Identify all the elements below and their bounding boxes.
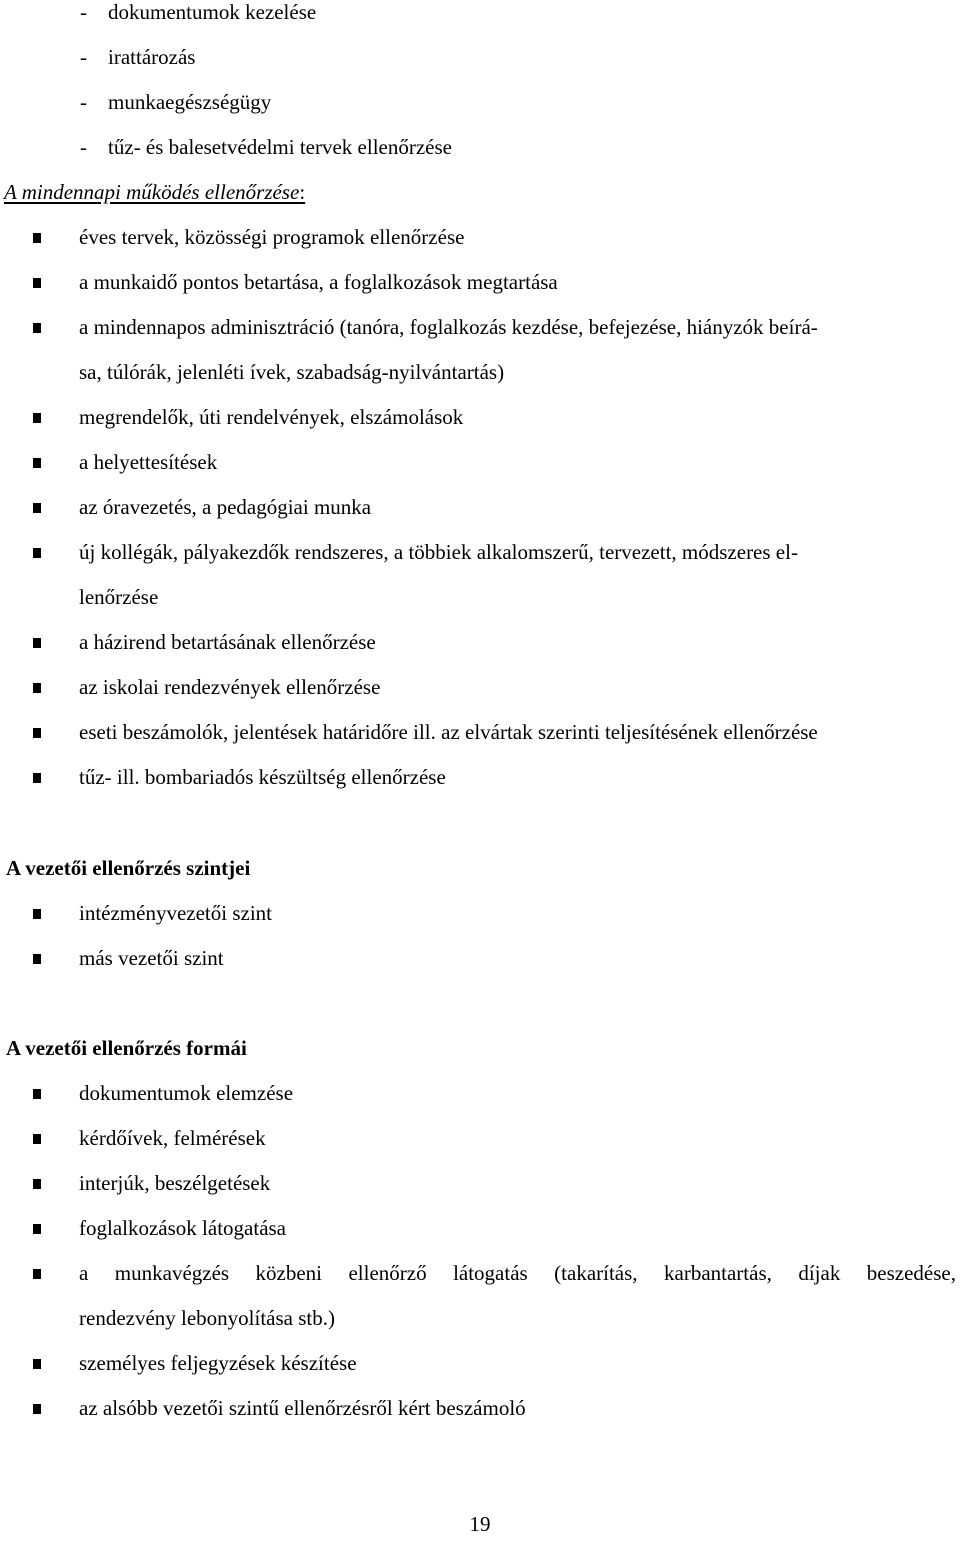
list-item-text: dokumentumok elemzése [79,1081,294,1105]
square-bullet-icon [33,548,41,558]
dash-mark: - [80,0,87,24]
section-title-daily-operation [4,170,305,215]
list-item-text: intézményvezetői szint [79,901,273,925]
dash-item-text: munkaegészségügy [108,90,272,114]
square-bullet-icon [33,1359,41,1369]
section-title-forms: A vezetői ellenőrzés formái [6,1036,247,1060]
list-item-text: a házirend betartásának ellenőrzése [79,630,376,654]
square-bullet-icon [33,1134,41,1144]
square-bullet-icon [33,323,41,333]
list-item-text: tűz- ill. bombariadós készültség ellenőrzése [79,765,446,789]
list-item-text: személyes feljegyzések készítése [79,1351,357,1375]
square-bullet-icon [33,458,41,468]
section-title-text: A mindennapi működés ellenőrzése [4,180,300,204]
list-item-text: az óravezetés, a pedagógiai munka [79,495,372,519]
list-item-text: éves tervek, közösségi programok ellenőrzése [79,225,465,249]
dash-mark: - [80,45,87,69]
list-item-text: kérdőívek, felmérések [79,1126,266,1150]
dash-item [80,0,316,35]
square-bullet-icon [33,683,41,693]
square-bullet-icon [33,503,41,513]
dash-item [80,35,195,80]
square-bullet-icon [33,954,41,964]
list-item-text: lenőrzése [79,585,159,609]
square-bullet-icon [33,1179,41,1189]
list-item-text: rendezvény lebonyolítása stb.) [79,1306,335,1330]
list-item-text: az iskolai rendezvények ellenőrzése [79,675,381,699]
list-item-text: új kollégák, pályakezdők rendszeres, a többiek alkalomszerű, tervezett, módszeres el- [79,540,798,564]
list-item-text: az alsóbb vezetői szintű ellenőrzésről kért beszámoló [79,1396,526,1420]
square-bullet-icon [33,1089,41,1099]
page-number: 19 [469,1512,491,1536]
dash-mark: - [80,135,87,159]
square-bullet-icon [33,1404,41,1414]
square-bullet-icon [33,278,41,288]
list-item-text: a munkaidő pontos betartása, a foglalkozások megtartása [79,270,558,294]
dash-item [80,80,271,125]
title-colon: : [299,180,306,204]
list-item-text: sa, túlórák, jelenléti ívek, szabadság-nyilvántartás) [79,360,505,384]
square-bullet-icon [33,638,41,648]
section-title-levels: A vezetői ellenőrzés szintjei [6,856,251,880]
dash-item-text: irattározás [108,45,196,69]
square-bullet-icon [33,1269,41,1279]
list-item-text: megrendelők, úti rendelvények, elszámolások [79,405,464,429]
list-item-text: eseti beszámolók, jelentések határidőre ill. az elvártak szerinti teljesítésének ellenőrzése [79,720,818,744]
dash-item-text: tűz- és balesetvédelmi tervek ellenőrzése [108,135,452,159]
list-item-text: foglalkozások látogatása [79,1216,287,1240]
square-bullet-icon [33,1224,41,1234]
square-bullet-icon [33,413,41,423]
dash-item [80,125,452,170]
dash-mark: - [80,90,87,114]
square-bullet-icon [33,773,41,783]
square-bullet-icon [33,728,41,738]
dash-item-text: dokumentumok kezelése [108,0,317,24]
list-item-text: interjúk, beszélgetések [79,1171,271,1195]
list-item-text: a helyettesítések [79,450,218,474]
list-item-text: a mindennapos adminisztráció (tanóra, foglalkozás kezdése, befejezése, hiányzók beírá- [79,315,818,339]
list-item-text: a munkavégzés közbeni ellenőrző látogatás (takarítás, karbantartás, díjak beszedése, [79,1261,956,1285]
square-bullet-icon [33,909,41,919]
list-item-text: más vezetői szint [79,946,224,970]
square-bullet-icon [33,233,41,243]
